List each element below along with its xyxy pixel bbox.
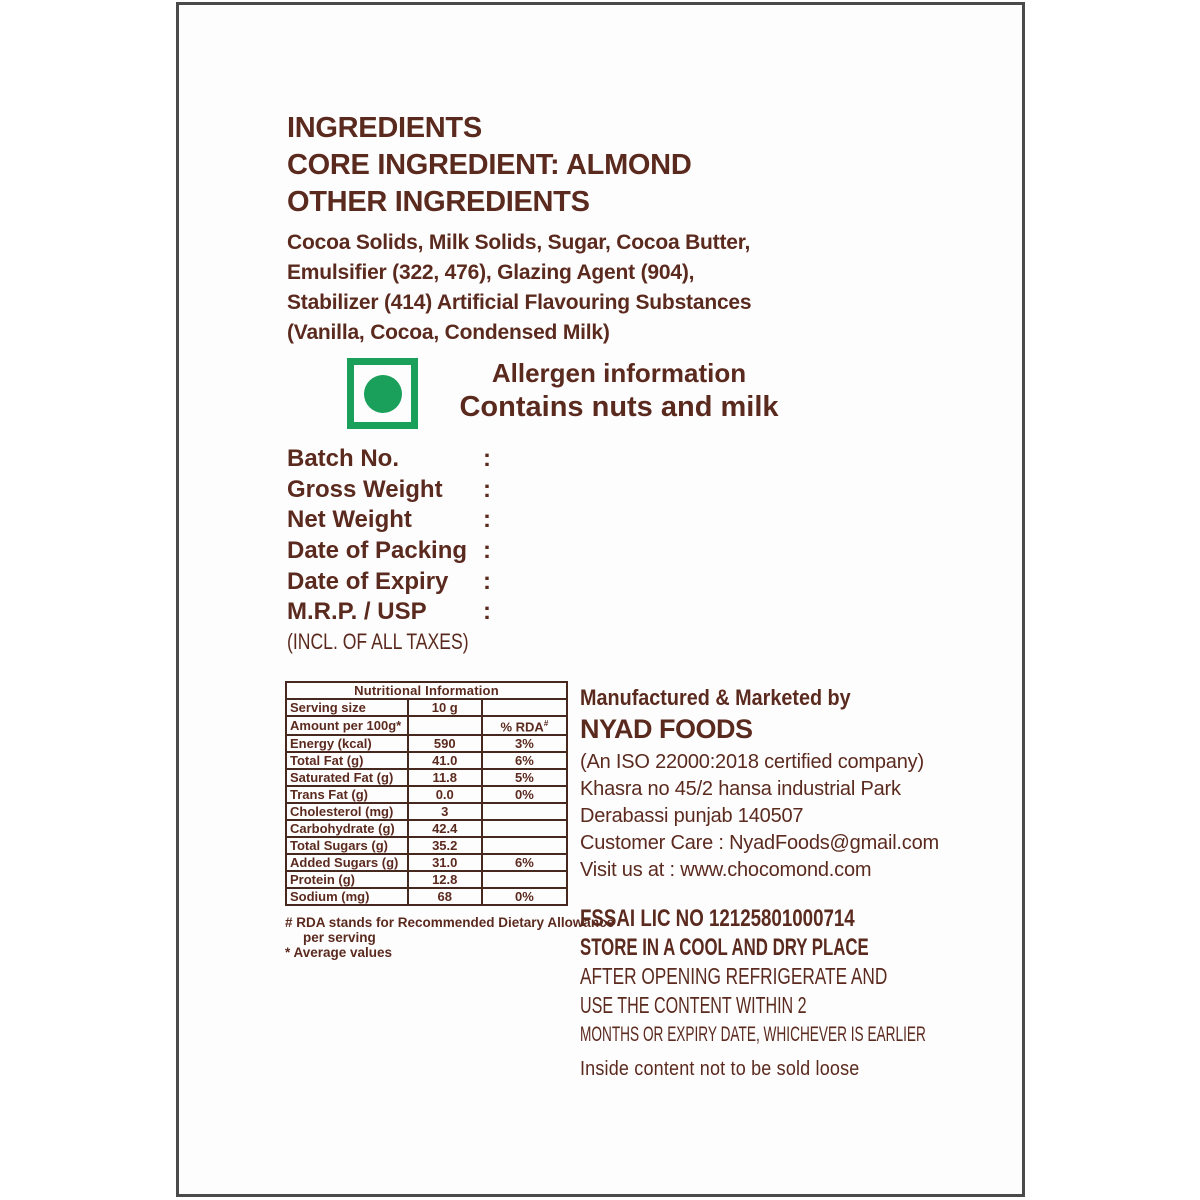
manufacturer-heading bbox=[580, 682, 939, 713]
date-of-packing-label: Date of Packing bbox=[287, 537, 468, 565]
store-instruction bbox=[580, 933, 1112, 962]
mrp-separator: : bbox=[483, 598, 491, 626]
average-values-footnote: * Average values bbox=[285, 945, 393, 960]
care-instruction-line bbox=[580, 1020, 1112, 1049]
batch-no-separator: : bbox=[483, 445, 491, 473]
taxes-note bbox=[287, 629, 514, 655]
nutrient-label: Sodium (mg) bbox=[286, 888, 408, 905]
nutrition-table bbox=[285, 681, 568, 906]
table-row bbox=[286, 769, 567, 786]
table-row bbox=[286, 888, 567, 905]
loose-sale-note-text: Inside content not to be sold loose bbox=[580, 1058, 860, 1080]
nutrient-value: 42.4 bbox=[408, 820, 482, 837]
nutrition-footnotes bbox=[285, 915, 614, 960]
care-instruction-text: AFTER OPENING REFRIGERATE AND bbox=[580, 963, 888, 989]
vegetarian-mark-icon bbox=[347, 358, 418, 429]
nutrient-label: Energy (kcal) bbox=[286, 735, 408, 752]
table-row bbox=[286, 871, 567, 888]
nutrient-rda: 5% bbox=[482, 769, 567, 786]
date-of-packing-separator: : bbox=[483, 537, 491, 565]
fssai-license bbox=[580, 904, 1112, 933]
manufacturer-details bbox=[580, 749, 939, 884]
table-row bbox=[286, 735, 567, 752]
nutrient-label: Added Sugars (g) bbox=[286, 854, 408, 871]
website-line: Visit us at : www.chocomond.com bbox=[580, 859, 872, 881]
nutrient-label: Cholesterol (mg) bbox=[286, 803, 408, 820]
date-of-expiry-separator: : bbox=[483, 567, 491, 595]
nutrient-value: 41.0 bbox=[408, 752, 482, 769]
table-row bbox=[286, 854, 567, 871]
amount-per-value bbox=[408, 716, 482, 735]
care-instruction-line bbox=[580, 991, 1112, 1020]
nutrient-rda: 6% bbox=[482, 854, 567, 871]
nutrient-rda bbox=[482, 803, 567, 820]
other-ingredients-heading: OTHER INGREDIENTS bbox=[287, 186, 590, 218]
nutrition-section bbox=[285, 681, 568, 906]
nutrient-value: 3 bbox=[408, 803, 482, 820]
nutrient-label: Protein (g) bbox=[286, 871, 408, 888]
label-outline bbox=[176, 2, 1025, 1197]
core-ingredient-heading: CORE INGREDIENT: ALMOND bbox=[287, 149, 692, 181]
mrp-label: M.R.P. / USP bbox=[287, 598, 427, 626]
serving-size-value: 10 g bbox=[408, 699, 482, 716]
taxes-note-text: (INCL. OF ALL TAXES) bbox=[287, 629, 469, 654]
nutrient-value: 68 bbox=[408, 888, 482, 905]
allergen-title: Allergen information bbox=[491, 358, 747, 388]
rda-header-text: % RDA bbox=[500, 719, 544, 735]
table-row bbox=[286, 682, 567, 699]
nutrient-value: 11.8 bbox=[408, 769, 482, 786]
rda-header bbox=[482, 716, 567, 735]
nutrient-label: Saturated Fat (g) bbox=[286, 769, 408, 786]
allergen-statement: Contains nuts and milk bbox=[459, 391, 779, 423]
customer-care-line: Customer Care : NyadFoods@gmail.com bbox=[580, 832, 939, 854]
gross-weight-label: Gross Weight bbox=[287, 475, 443, 503]
nutrient-label: Trans Fat (g) bbox=[286, 786, 408, 803]
mrp-row bbox=[287, 597, 491, 628]
table-row bbox=[286, 803, 567, 820]
vegetarian-dot-icon bbox=[364, 375, 402, 413]
table-row bbox=[286, 837, 567, 854]
nutrient-value: 590 bbox=[408, 735, 482, 752]
date-of-expiry-label: Date of Expiry bbox=[287, 567, 449, 595]
table-row bbox=[286, 786, 567, 803]
care-instruction-line bbox=[580, 962, 1112, 991]
store-instruction-text: STORE IN A COOL AND DRY PLACE bbox=[580, 934, 869, 961]
nutrient-rda bbox=[482, 820, 567, 837]
nutrient-value: 12.8 bbox=[408, 871, 482, 888]
nutrient-rda bbox=[482, 871, 567, 888]
ingredients-line: (Vanilla, Cocoa, Condensed Milk) bbox=[287, 321, 610, 344]
fssai-license-text: FSSAI LIC NO 12125801000714 bbox=[580, 905, 855, 932]
ingredients-line: Cocoa Solids, Milk Solids, Sugar, Cocoa Butter, bbox=[287, 231, 751, 254]
nutrient-rda: 3% bbox=[482, 735, 567, 752]
storage-section bbox=[580, 904, 1112, 1049]
allergen-section bbox=[419, 357, 819, 424]
table-row bbox=[286, 752, 567, 769]
ingredients-section bbox=[287, 110, 751, 348]
manufacturer-heading-text: Manufactured & Marketed by bbox=[580, 685, 851, 710]
net-weight-label: Net Weight bbox=[287, 506, 412, 534]
net-weight-row bbox=[287, 505, 491, 536]
ingredients-line: Emulsifier (322, 476), Glazing Agent (904), bbox=[287, 261, 695, 284]
date-of-expiry-row bbox=[287, 566, 491, 597]
rda-footnote: # RDA stands for Recommended Dietary Allowance bbox=[285, 915, 615, 930]
batch-fields-section bbox=[287, 444, 491, 628]
manufacturer-section bbox=[580, 682, 939, 884]
table-row bbox=[286, 716, 567, 735]
net-weight-separator: : bbox=[483, 506, 491, 534]
serving-size-rda bbox=[482, 699, 567, 716]
nutrient-value: 0.0 bbox=[408, 786, 482, 803]
table-row bbox=[286, 820, 567, 837]
gross-weight-separator: : bbox=[483, 475, 491, 503]
gross-weight-row bbox=[287, 475, 491, 506]
loose-sale-note bbox=[580, 1058, 891, 1081]
ingredients-list bbox=[287, 228, 751, 348]
nutrient-rda: 0% bbox=[482, 888, 567, 905]
address-line: Khasra no 45/2 hansa industrial Park bbox=[580, 778, 901, 800]
iso-certification-line: (An ISO 22000:2018 certified company) bbox=[580, 751, 924, 773]
nutrient-label: Carbohydrate (g) bbox=[286, 820, 408, 837]
care-instruction-text: USE THE CONTENT WITHIN 2 bbox=[580, 992, 807, 1018]
amount-per-label: Amount per 100g* bbox=[286, 716, 408, 735]
nutrient-label: Total Sugars (g) bbox=[286, 837, 408, 854]
rda-header-sup: # bbox=[543, 719, 549, 728]
nutrient-value: 31.0 bbox=[408, 854, 482, 871]
nutrient-value: 35.2 bbox=[408, 837, 482, 854]
batch-no-row bbox=[287, 444, 491, 475]
care-instruction-text: MONTHS OR EXPIRY DATE, WHICHEVER IS EARLIER bbox=[580, 1023, 926, 1046]
nutrient-rda bbox=[482, 837, 567, 854]
batch-no-label: Batch No. bbox=[287, 445, 400, 473]
company-name: NYAD FOODS bbox=[580, 714, 753, 744]
ingredients-line: Stabilizer (414) Artificial Flavouring Substances bbox=[287, 291, 752, 314]
table-row bbox=[286, 699, 567, 716]
address-line: Derabassi punjab 140507 bbox=[580, 805, 804, 827]
serving-size-label: Serving size bbox=[286, 699, 408, 716]
date-of-packing-row bbox=[287, 536, 491, 567]
nutrient-rda: 6% bbox=[482, 752, 567, 769]
nutrient-rda: 0% bbox=[482, 786, 567, 803]
nutrition-title: Nutritional Information bbox=[286, 682, 567, 699]
ingredients-heading: INGREDIENTS bbox=[287, 112, 482, 144]
rda-footnote-continued: per serving bbox=[303, 930, 376, 945]
nutrient-label: Total Fat (g) bbox=[286, 752, 408, 769]
